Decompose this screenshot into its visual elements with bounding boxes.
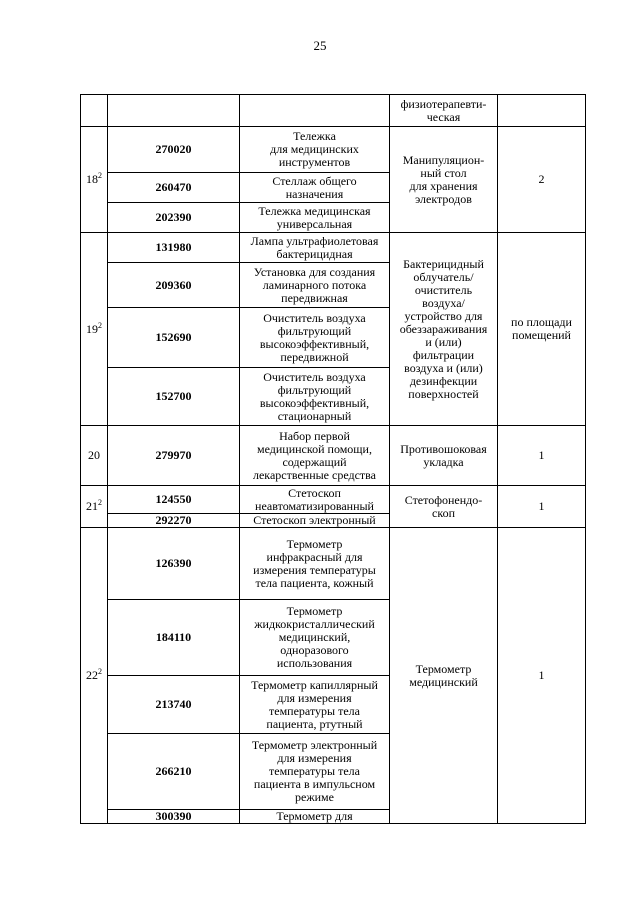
- equipment-code: 131980: [108, 233, 240, 263]
- equipment-code: 124550: [108, 486, 240, 514]
- equipment-quantity: 1: [498, 486, 586, 528]
- equipment-type: Стетофонендо- скоп: [390, 486, 498, 528]
- equipment-name: Очиститель воздуха фильтрующий высокоэффективный, стационарный: [240, 368, 390, 426]
- name-cell: [240, 95, 390, 127]
- equipment-name: Тележка медицинская универсальная: [240, 203, 390, 233]
- table-row: [81, 528, 586, 600]
- equipment-code: 292270: [108, 514, 240, 528]
- equipment-name: Термометр для: [240, 810, 390, 824]
- item-number: [81, 426, 108, 486]
- equipment-name: Очиститель воздуха фильтрующий высокоэффективный, передвижной: [240, 308, 390, 368]
- equipment-type: Термометр медицинский: [390, 528, 498, 824]
- qty-cell: [498, 95, 586, 127]
- item-number-value: 18: [86, 172, 98, 186]
- equipment-code: 152690: [108, 308, 240, 368]
- equipment-table: [80, 94, 586, 824]
- equipment-quantity: 2: [498, 127, 586, 233]
- item-number-value: 20: [88, 448, 100, 462]
- equipment-code: 152700: [108, 368, 240, 426]
- equipment-name: Термометр инфракрасный для измерения температуры тела пациента, кожный: [240, 528, 390, 600]
- item-number: [81, 528, 108, 824]
- equipment-quantity: по площади помещений: [498, 233, 586, 426]
- table-row: [81, 233, 586, 263]
- table-row: [81, 127, 586, 173]
- equipment-type: Бактерицидный облучатель/ очиститель воздуха/ устройство для обеззараживания и (или) фильтрации воздуха и (или) дезинфекции поверхностей: [390, 233, 498, 426]
- equipment-quantity: 1: [498, 426, 586, 486]
- type-cell: физиотерапевти- ческая: [390, 95, 498, 127]
- item-number-value: 22: [86, 668, 98, 682]
- equipment-type: Противошоковая укладка: [390, 426, 498, 486]
- equipment-code: 213740: [108, 676, 240, 734]
- equipment-name: Лампа ультрафиолетовая бактерицидная: [240, 233, 390, 263]
- equipment-name: Термометр жидкокристаллический медицинский, одноразового использования: [240, 600, 390, 676]
- equipment-code: 279970: [108, 426, 240, 486]
- equipment-name: Установка для создания ламинарного потока передвижная: [240, 263, 390, 308]
- equipment-code: 270020: [108, 127, 240, 173]
- equipment-code: 126390: [108, 528, 240, 600]
- equipment-name: Набор первой медицинской помощи, содержащий лекарственные средства: [240, 426, 390, 486]
- item-number-superscript: 2: [98, 171, 102, 180]
- item-number: [81, 233, 108, 426]
- equipment-name: Термометр капиллярный для измерения температуры тела пациента, ртутный: [240, 676, 390, 734]
- table-row: [81, 486, 586, 514]
- item-number-superscript: 2: [98, 320, 102, 330]
- equipment-name: Термометр электронный для измерения температуры тела пациента в импульсном режиме: [240, 734, 390, 810]
- equipment-code: 266210: [108, 734, 240, 810]
- equipment-code: 209360: [108, 263, 240, 308]
- equipment-name: Тележка для медицинских инструментов: [240, 127, 390, 173]
- item-number-superscript: 2: [98, 667, 102, 676]
- equipment-name: Стеллаж общего назначения: [240, 173, 390, 203]
- equipment-code: 300390: [108, 810, 240, 824]
- item-number: [81, 486, 108, 528]
- item-number-value: 21: [86, 499, 98, 513]
- table-row: [81, 426, 586, 486]
- item-number: [81, 127, 108, 233]
- equipment-type: Манипуляцион- ный стол для хранения электродов: [390, 127, 498, 233]
- item-number-value: 19: [86, 321, 98, 336]
- equipment-quantity: 1: [498, 528, 586, 824]
- code-cell: [108, 95, 240, 127]
- equipment-code: 202390: [108, 203, 240, 233]
- item-number-superscript: 2: [98, 498, 102, 507]
- equipment-code: 260470: [108, 173, 240, 203]
- table-row: [81, 95, 586, 127]
- equipment-code: 184110: [108, 600, 240, 676]
- equipment-name: Стетоскоп электронный: [240, 514, 390, 528]
- equipment-name: Стетоскоп неавтоматизированный: [240, 486, 390, 514]
- num-cell: [81, 95, 108, 127]
- page-number: 25: [313, 38, 327, 53]
